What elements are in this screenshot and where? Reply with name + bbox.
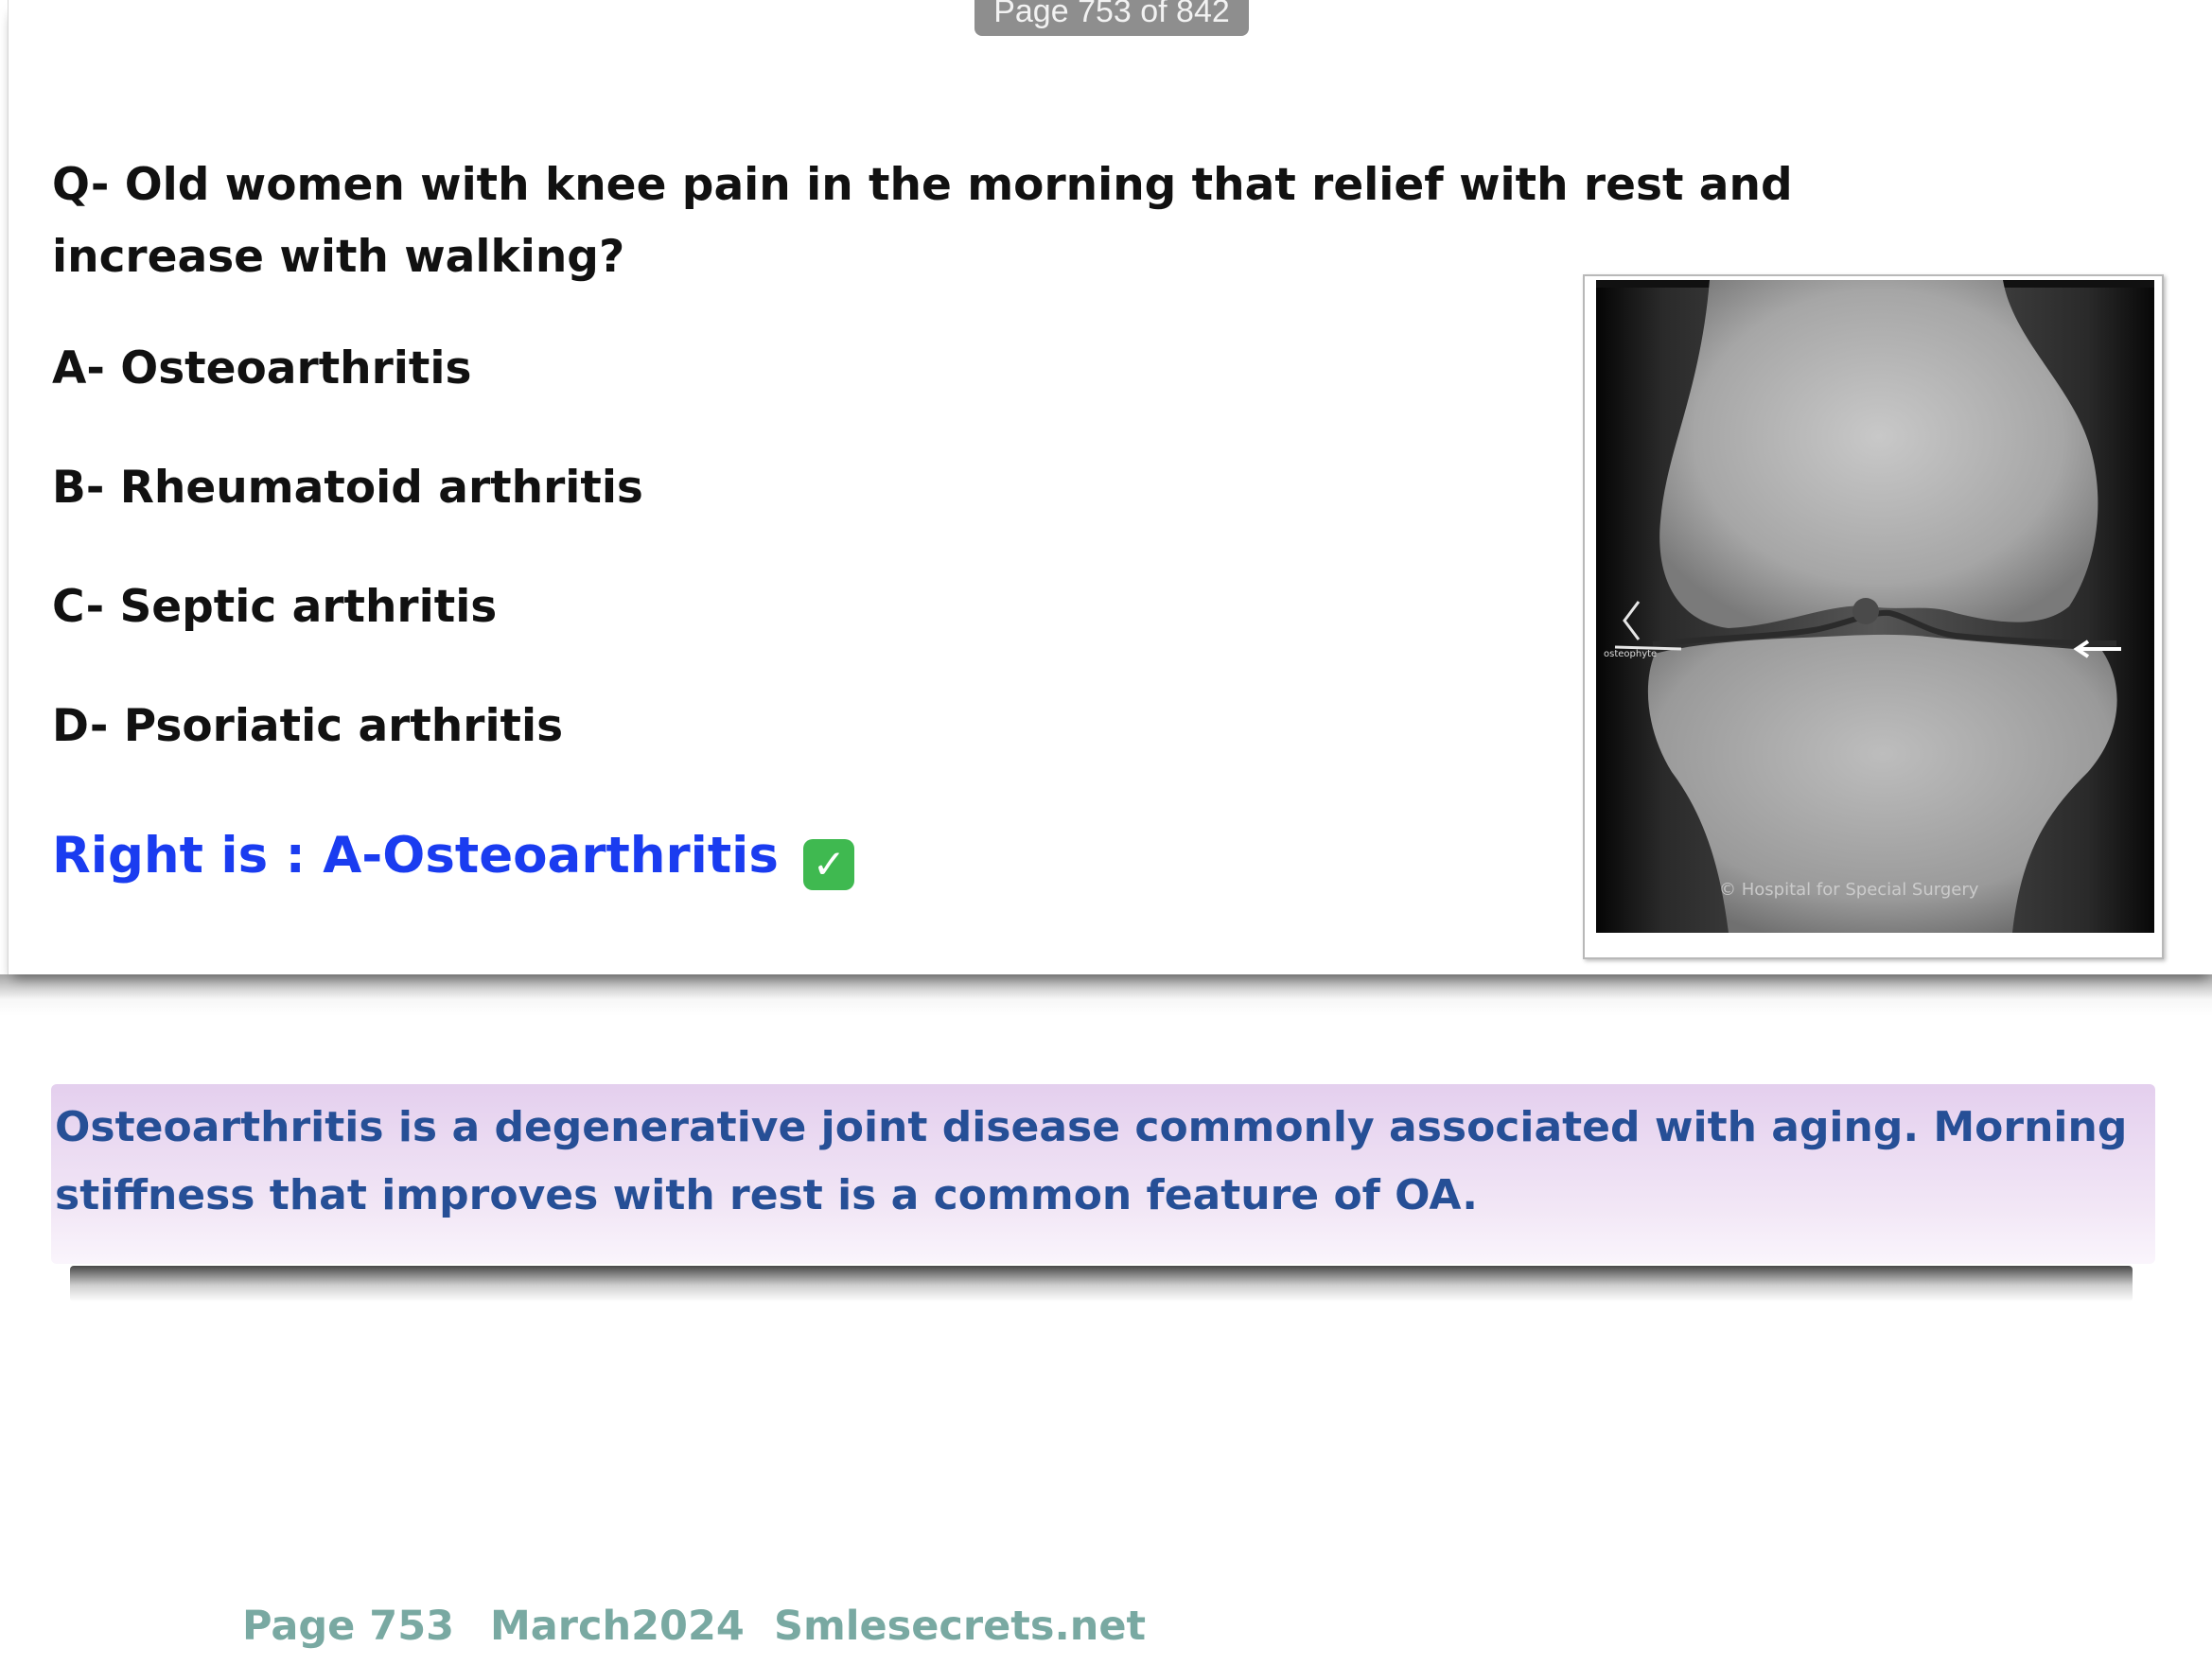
knee-xray-graphic bbox=[1596, 280, 2154, 933]
svg-text:osteophyte: osteophyte bbox=[1604, 649, 1658, 659]
correct-answer-label: Right is : A-Osteoarthritis bbox=[52, 827, 779, 885]
option-d: D- Psoriatic arthritis bbox=[52, 700, 564, 752]
option-b: B- Rheumatoid arthritis bbox=[52, 462, 643, 514]
page-indicator: Page 753 of 842 bbox=[974, 0, 1249, 36]
xray-watermark: © Hospital for Special Surgery bbox=[1719, 880, 1979, 900]
footer-date: March2024 bbox=[490, 1603, 745, 1650]
footer-site[interactable]: Smlesecrets.net bbox=[774, 1603, 1147, 1650]
card-shadow bbox=[0, 974, 2212, 1016]
knee-xray-image bbox=[1583, 274, 2164, 959]
footer-page: Page 753 bbox=[242, 1603, 455, 1650]
correct-answer bbox=[52, 827, 854, 890]
explanation-text: Osteoarthritis is a degenerative joint disease commonly associated with aging. Morning stiffness that improves with rest is a common feature of OA. bbox=[55, 1103, 2128, 1219]
option-c: C- Septic arthritis bbox=[52, 581, 498, 633]
explanation-shadow bbox=[70, 1266, 2133, 1302]
explanation-box bbox=[51, 1084, 2155, 1264]
question-card bbox=[8, 0, 2212, 974]
question-text: Q- Old women with knee pain in the morning that relief with rest and increase with walking? bbox=[52, 159, 1793, 283]
option-a: A- Osteoarthritis bbox=[52, 342, 472, 394]
check-mark-button-icon: ✓ bbox=[803, 839, 854, 890]
